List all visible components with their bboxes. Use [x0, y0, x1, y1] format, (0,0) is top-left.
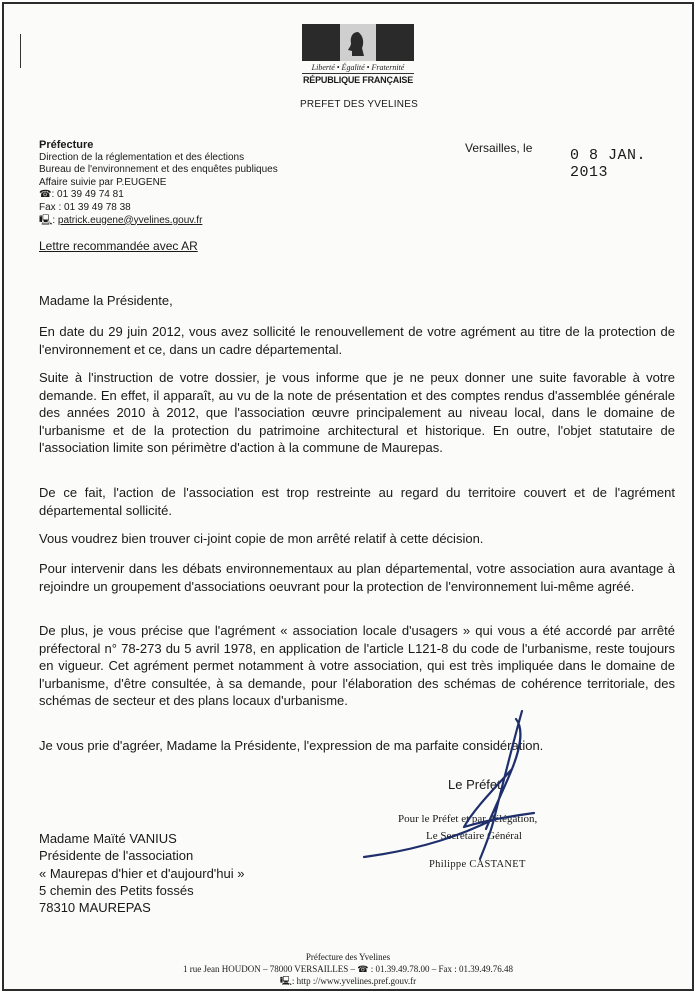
margin-mark	[20, 34, 21, 68]
sender-block	[39, 139, 278, 227]
paragraph: En date du 29 juin 2012, vous avez sollicité le renouvellement de votre agrément au titre de la protection de l'environnement et ce, dans un cadre départemental.	[39, 324, 675, 357]
letter-page	[2, 2, 694, 991]
signatory-role: Le Préfet	[448, 777, 501, 792]
salutation: Madame la Présidente,	[39, 293, 173, 308]
sender-line: Direction de la réglementation et des élections	[39, 151, 245, 163]
computer-icon: 🖳	[39, 214, 53, 226]
paragraph: Je vous prie d'agréer, Madame la Présidente, l'expression de ma parfaite considération.	[39, 738, 544, 753]
sender-email: 🖳: patrick.eugene@yvelines.gouv.fr	[39, 214, 203, 226]
addressee-line: 5 chemin des Petits fossés	[39, 882, 194, 898]
paragraph: Suite à l'instruction de votre dossier, je vous informe que je ne peux donner une suite favorable à votre demande. En effet, il apparaît, au vu de la note de présentation et des comptes rendus d'assemblée générale des années 2010 à 2012, que l'association œuvre principalement au niveau local, dans le domaine de l'urbanisme et de la protection du patrimoine architectural et historique. En outre, l'objet statutaire de l'association limite son périmètre d'action à la commune de Maurepas.	[39, 370, 675, 455]
sender-line: Bureau de l'environnement et des enquêtes publiques	[39, 164, 278, 176]
footer	[4, 951, 692, 987]
delegation-line: Pour le Préfet et par délégation,	[398, 813, 538, 825]
sender-phone: ☎: 01 39 49 74 81	[39, 189, 124, 201]
paragraph: De plus, je vous précise que l'agrément « association locale d'usagers » qui vous a été accordé par arrêté préfectoral n° 78-273 du 5 avril 1978, en application de l'article L121-8 du code de l'urbanisme, reste toujours en vigueur. Cet agrément permet notamment à votre association, qui est très impliquée dans le domaine de l'urbanisme, d'être consultée, à sa demande, pour l'élaboration des schémas de cohérence territoriale, des schémas de secteur et des plans locaux d'urbanisme.	[39, 623, 675, 708]
addressee-line: Présidente de l'association	[39, 848, 194, 864]
addressee-line: 78310 MAUREPAS	[39, 900, 151, 916]
addressee-block	[39, 830, 244, 916]
footer-line: Préfecture des Yvelines	[305, 952, 391, 962]
marianne-emblem	[302, 24, 414, 61]
place: Versailles, le	[465, 141, 533, 155]
marianne-logo	[302, 24, 414, 85]
prefecture-title: PREFET DES YVELINES	[300, 99, 418, 110]
phone-number: 01 39 49 74 81	[57, 189, 124, 201]
footer-line: 1 rue Jean HOUDON – 78000 VERSAILLES – ☎ : 01.39.49.78.00 – Fax : 01.39.49.76.48	[182, 964, 514, 974]
handwritten-signature	[344, 709, 544, 869]
website-link[interactable]: : http ://www.yvelines.pref.gouv.fr	[291, 976, 417, 986]
delegation-line: Le Secrétaire Général	[426, 830, 522, 842]
addressee-line: Madame Maïté VANIUS	[39, 831, 177, 846]
addressee-line: « Maurepas d'hier et d'aujourd'hui »	[39, 865, 245, 881]
computer-icon: 🖳	[279, 976, 292, 986]
mail-type: Lettre recommandée avec AR	[39, 239, 198, 253]
republic-motto: Liberté • Égalité • Fraternité	[311, 63, 405, 72]
phone-icon: ☎	[39, 189, 52, 201]
marianne-head-icon	[346, 30, 366, 58]
paragraph: Pour intervenir dans les débats environnementaux au plan départemental, votre association aura avantage à rejoindre un groupement d'associations oeuvrant pour la protection de l'environnement lui-même agréé.	[39, 561, 675, 594]
footer-line	[4, 975, 692, 987]
sender-line: Affaire suivie par P.EUGENE	[39, 176, 167, 188]
sender-fax: Fax : 01 39 49 78 38	[39, 201, 131, 213]
paragraph: Vous voudrez bien trouver ci-joint copie de mon arrêté relatif à cette décision.	[39, 531, 484, 546]
republic-name: RÉPUBLIQUE FRANÇAISE	[302, 75, 413, 85]
signatory-name: Philippe CASTANET	[429, 859, 526, 870]
sender-title: Préfecture	[39, 139, 94, 151]
paragraph: De ce fait, l'action de l'association est trop restreinte au regard du territoire couvert et de l'agrément départemental sollicité.	[39, 485, 675, 518]
date-stamp: 0 8 JAN. 2013	[570, 147, 647, 181]
email-link[interactable]: patrick.eugene@yvelines.gouv.fr	[57, 214, 203, 226]
